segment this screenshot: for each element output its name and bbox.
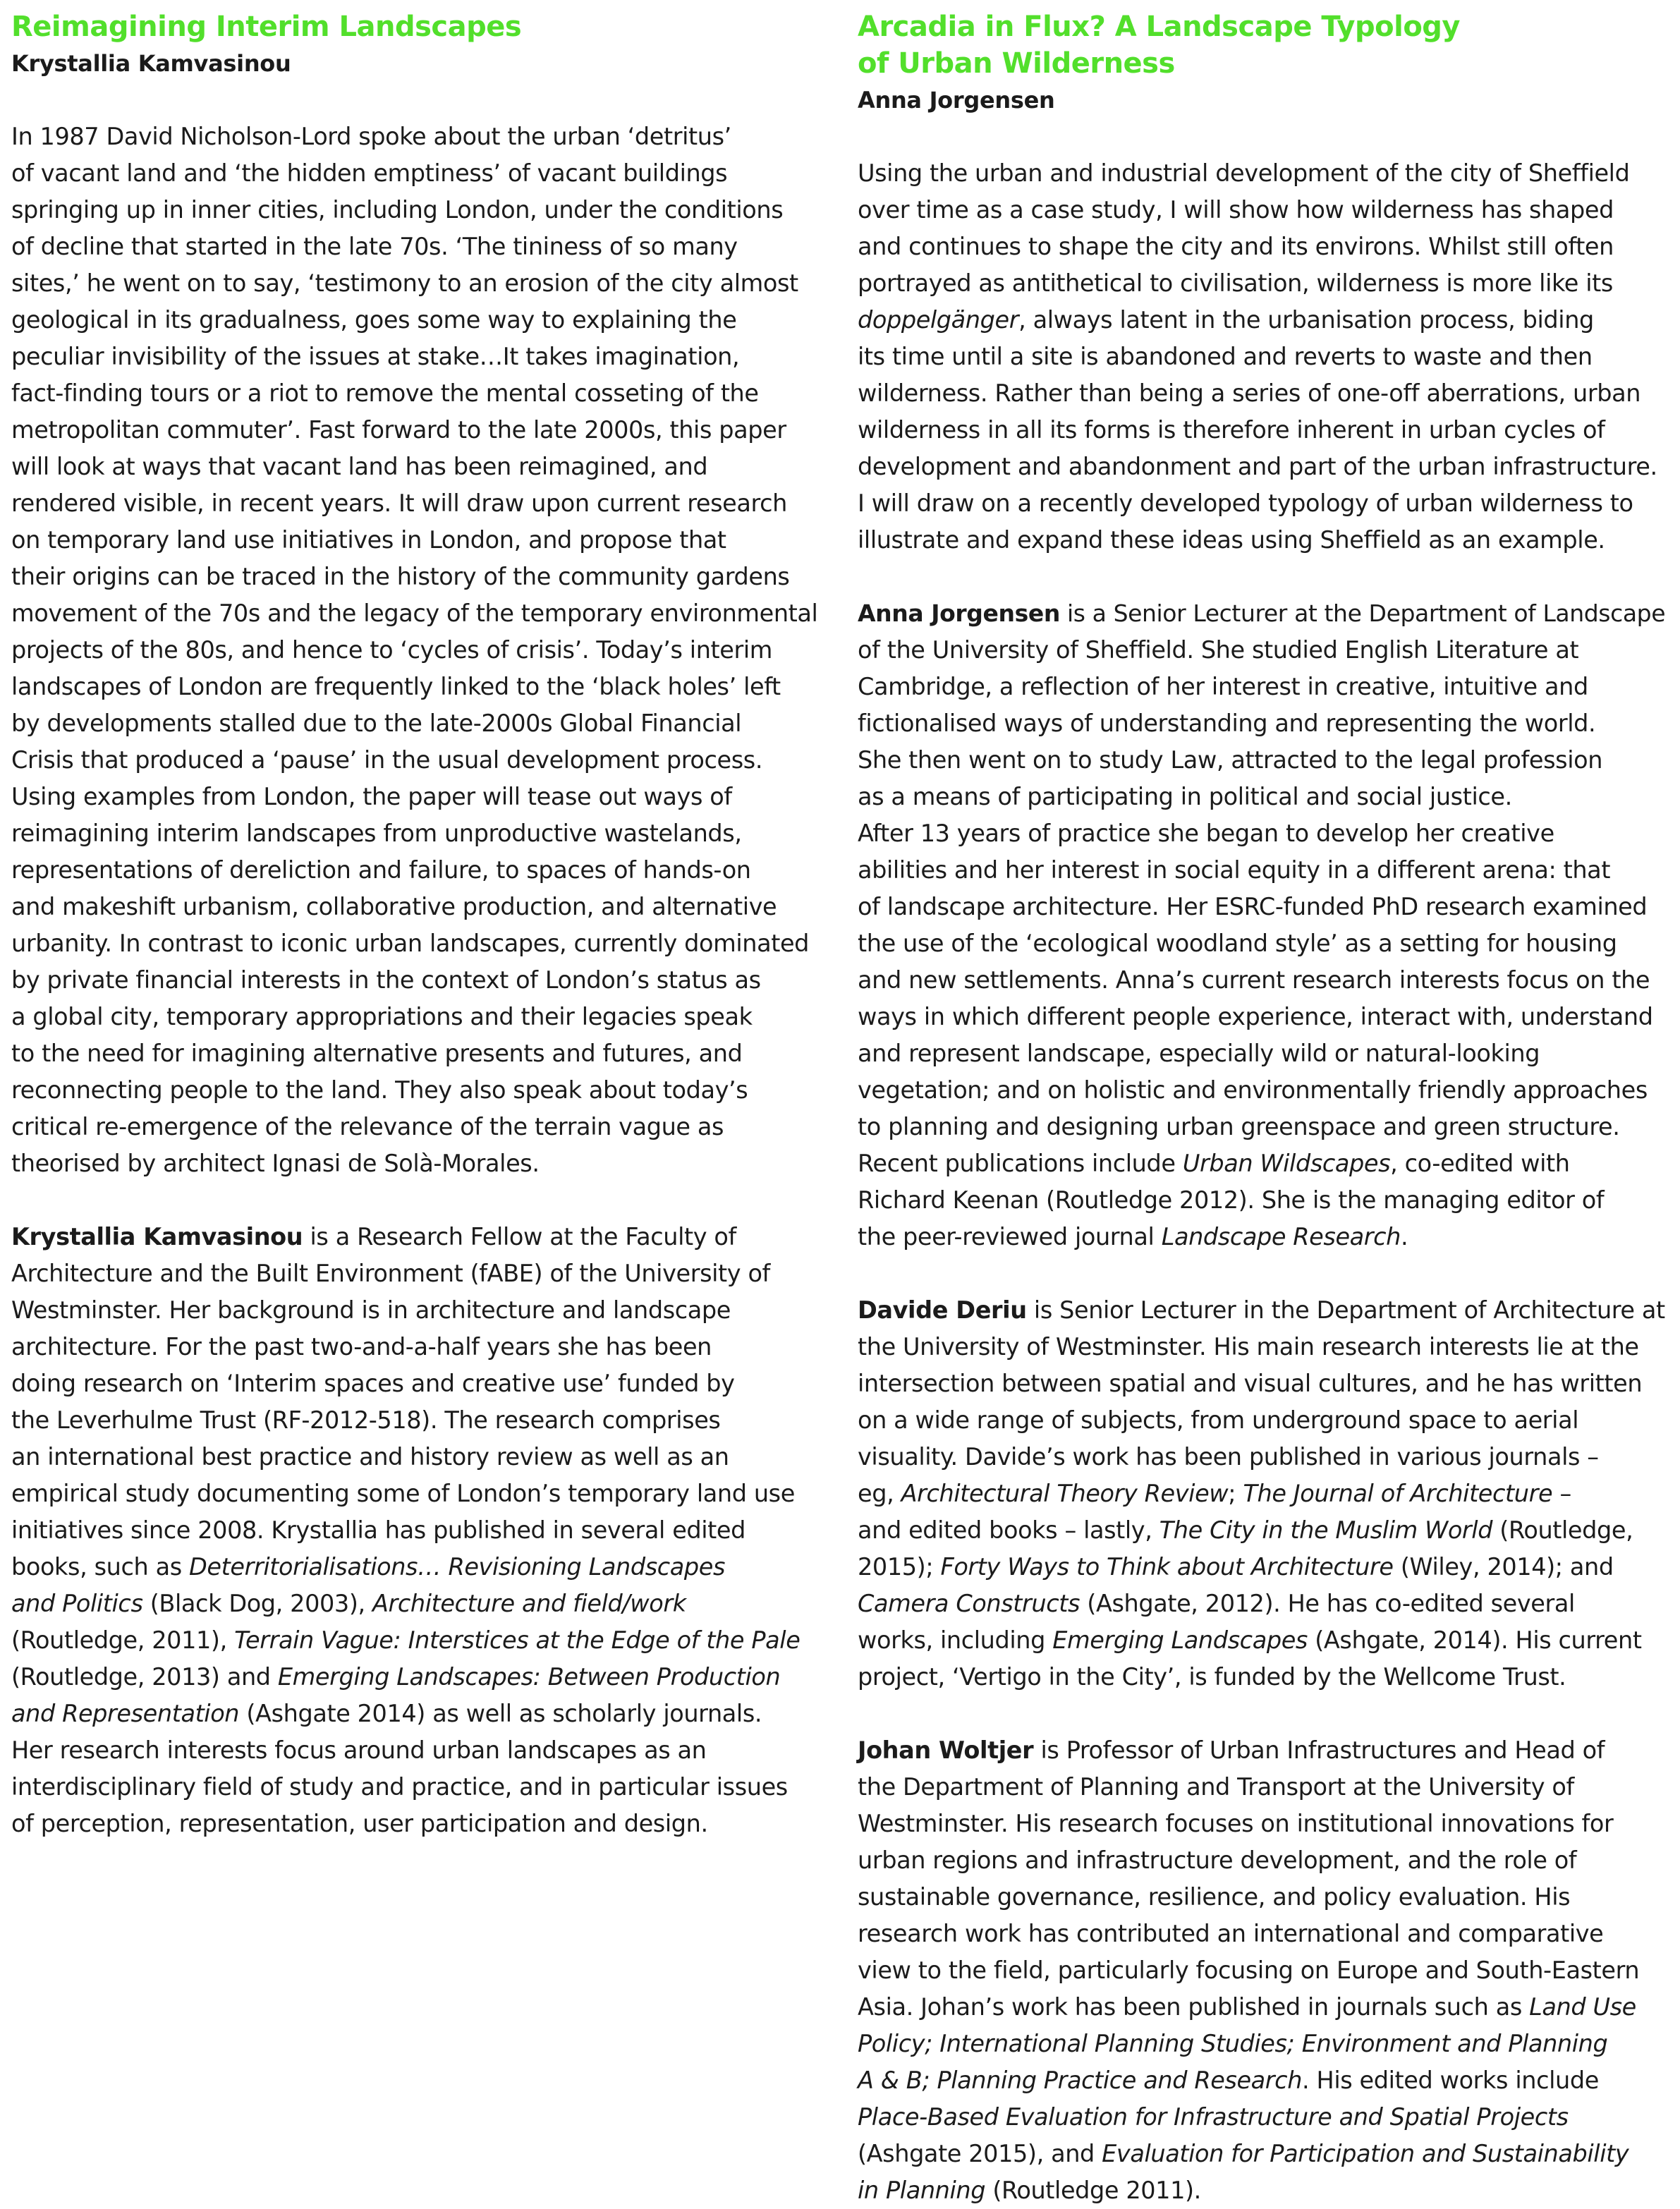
text-line (858, 779, 1676, 815)
text-segment: fictionalised ways of understanding and representing the world. (858, 710, 1596, 737)
text-line: Using examples from London, the paper will tease out ways of (11, 783, 732, 810)
text-line: peculiar invisibility of the issues at stake…It takes imagination, (11, 343, 740, 370)
text-line: to the need for imagining alternative presents and futures, and (11, 1040, 743, 1067)
text-segment: . His edited works include (1302, 2067, 1599, 2094)
text-segment: of perception, representation, user participation and design. (11, 1810, 708, 1837)
text-segment: 2015); (858, 1553, 941, 1581)
text-segment: portrayed as antithetical to civilisation, wilderness is more like its (858, 269, 1613, 297)
text-segment: research work has contributed an international and comparative (858, 1920, 1604, 1947)
text-segment: wilderness in all its forms is therefore inherent in urban cycles of (858, 416, 1605, 444)
text-segment: Richard Keenan (Routledge 2012). She is the managing editor of (858, 1186, 1605, 1214)
text-line (858, 1989, 1676, 2026)
bio-name: Krystallia Kamvasinou (11, 1223, 303, 1250)
text-segment: development and abandonment and part of the urban infrastructure. (858, 453, 1657, 480)
text-line (858, 155, 1676, 192)
text-line (858, 1145, 1676, 1182)
text-line (858, 485, 1676, 522)
text-segment: doing research on ‘Interim spaces and creative use’ funded by (11, 1370, 735, 1397)
text-segment: Architecture and the Built Environment (fABE) of the University of (11, 1260, 770, 1287)
text-segment: is Professor of Urban Infrastructures and Head of (1033, 1736, 1605, 1764)
text-line (858, 1806, 1676, 1842)
text-line (858, 265, 1676, 302)
text-line (858, 1035, 1676, 1072)
text-segment: and new settlements. Anna’s current research interests focus on the (858, 966, 1650, 994)
text-line: of decline that started in the late 70s. ‘The tininess of so many (11, 233, 738, 260)
spacer (858, 1696, 1676, 1732)
text-line: movement of the 70s and the legacy of the temporary environmental (11, 600, 818, 627)
text-line: sites,’ he went on to say, ‘testimony to an erosion of the city almost (11, 269, 798, 297)
text-line (11, 1659, 822, 1696)
right-title-line: Arcadia in Flux? A Landscape Typology (858, 11, 1460, 43)
text-segment: sustainable governance, resilience, and policy evaluation. His (858, 1883, 1571, 1911)
text-segment: intersection between spatial and visual cultures, and he has written (858, 1370, 1643, 1397)
text-line (11, 1255, 822, 1292)
text-line (11, 1769, 822, 1806)
text-line: metropolitan commuter’. Fast forward to the late 2000s, this paper (11, 416, 786, 444)
text-line: geological in its gradualness, goes some way to explaining the (11, 306, 737, 334)
text-segment: project, ‘Vertigo in the City’, is funded by the Wellcome Trust. (858, 1663, 1566, 1691)
text-line (858, 705, 1676, 742)
text-line (11, 1439, 822, 1475)
text-line: reconnecting people to the land. They also speak about today’s (11, 1076, 748, 1104)
text-segment: urban regions and infrastructure development, and the role of (858, 1846, 1577, 1874)
text-line (858, 1659, 1676, 1696)
text-line (858, 925, 1676, 962)
text-segment: (Routledge, 2013) and (11, 1663, 278, 1691)
text-line (858, 2172, 1676, 2209)
text-line: theorised by architect Ignasi de Solà-Morales. (11, 1150, 540, 1177)
text-segment: (Ashgate, 2012). He has co-edited several (1080, 1590, 1575, 1617)
text-line: by private financial interests in the context of London’s status as (11, 966, 761, 994)
text-segment: is Senior Lecturer in the Department of Architecture at (1026, 1296, 1665, 1324)
italic-title: Deterritorialisations… Revisioning Landscapes (189, 1553, 726, 1581)
text-segment: (Wiley, 2014); and (1393, 1553, 1614, 1581)
text-line: by developments stalled due to the late-2000s Global Financial (11, 710, 742, 737)
italic-title: Land Use (1529, 1993, 1636, 2021)
text-line (858, 962, 1676, 999)
text-line (858, 302, 1676, 339)
text-segment: of the University of Sheffield. She studied English Literature at (858, 636, 1579, 664)
text-segment: and edited books – lastly, (858, 1516, 1159, 1544)
text-segment: She then went on to study Law, attracted to the legal profession (858, 746, 1603, 774)
text-line (858, 595, 1676, 632)
text-segment: , co-edited with (1390, 1150, 1570, 1177)
italic-title: Forty Ways to Think about Architecture (940, 1553, 1394, 1581)
text-segment: on a wide range of subjects, from underground space to aerial (858, 1406, 1579, 1434)
text-segment: the Department of Planning and Transport at the University of (858, 1773, 1574, 1801)
spacer (858, 1255, 1676, 1292)
text-line (858, 522, 1676, 559)
text-line: their origins can be traced in the history of the community gardens (11, 563, 790, 590)
text-line (858, 2062, 1676, 2099)
spacer (11, 1182, 822, 1219)
text-line (11, 1365, 822, 1402)
text-segment: over time as a case study, I will show how wilderness has shaped (858, 196, 1614, 224)
text-line: reimagining interim landscapes from unproductive wastelands, (11, 820, 742, 847)
text-segment: Cambridge, a reflection of her interest in creative, intuitive and (858, 673, 1588, 700)
text-segment: visuality. Davide’s work has been published in various journals – (858, 1443, 1599, 1471)
text-segment: ways in which different people experience, interact with, understand (858, 1003, 1653, 1030)
text-line (858, 1219, 1676, 1255)
text-segment: the Leverhulme Trust (RF-2012-518). The research comprises (11, 1406, 721, 1434)
bio-name: Johan Woltjer (858, 1736, 1034, 1764)
text-line (858, 1512, 1676, 1549)
text-line (858, 339, 1676, 375)
italic-title: Architectural Theory Review (901, 1480, 1229, 1507)
text-segment: empirical study documenting some of London’s temporary land use (11, 1480, 795, 1507)
text-line (858, 1842, 1676, 1879)
right-title-line: of Urban Wilderness (858, 47, 1175, 80)
italic-title: The Journal of Architecture (1243, 1480, 1553, 1507)
spacer (858, 559, 1676, 595)
italic-title: and Representation (11, 1700, 240, 1727)
text-segment: of landscape architecture. Her ESRC-funded PhD research examined (858, 893, 1648, 920)
text-line: Crisis that produced a ‘pause’ in the usual development process. (11, 746, 763, 774)
left-paper-author: Krystallia Kamvasinou (11, 50, 291, 77)
text-line: rendered visible, in recent years. It will draw upon current research (11, 489, 787, 517)
text-segment: (Ashgate 2015), and (858, 2140, 1102, 2167)
text-segment: (Routledge, (1492, 1516, 1633, 1544)
text-segment: abilities and her interest in social equity in a different arena: that (858, 856, 1611, 884)
text-segment: ; (1228, 1480, 1243, 1507)
text-segment: the use of the ‘ecological woodland style’ as a setting for housing (858, 930, 1617, 957)
text-segment: interdisciplinary field of study and practice, and in particular issues (11, 1773, 788, 1801)
italic-title: Place-Based Evaluation for Infrastructure and Spatial Projects (858, 2103, 1569, 2131)
left-paper-title: Reimagining Interim Landscapes (11, 11, 522, 43)
italic-title: in Planning (858, 2177, 986, 2204)
text-line (11, 1219, 822, 1255)
italic-title: Emerging Landscapes (1052, 1626, 1308, 1654)
text-segment: vegetation; and on holistic and environmentally friendly approaches (858, 1076, 1648, 1104)
text-line (858, 449, 1676, 485)
text-line (858, 1769, 1676, 1806)
text-line (11, 1586, 822, 1622)
right-column (858, 8, 1676, 2209)
bio-name: Anna Jorgensen (858, 600, 1060, 627)
text-line: a global city, temporary appropriations and their legacies speak (11, 1003, 753, 1030)
text-segment: Her research interests focus around urban landscapes as an (11, 1736, 707, 1764)
text-line: urbanity. In contrast to iconic urban landscapes, currently dominated (11, 930, 810, 957)
text-line: projects of the 80s, and hence to ‘cycles of crisis’. Today’s interim (11, 636, 772, 664)
text-segment: to planning and designing urban greenspace and green structure. (858, 1113, 1620, 1140)
text-segment: I will draw on a recently developed typology of urban wilderness to (858, 489, 1633, 517)
text-segment: architecture. For the past two-and-a-half years she has been (11, 1333, 712, 1361)
text-line (858, 1879, 1676, 1916)
text-line: In 1987 David Nicholson-Lord spoke about the urban ‘detritus’ (11, 123, 731, 150)
text-line (11, 1622, 822, 1659)
text-line (11, 1329, 822, 1365)
text-line (858, 1402, 1676, 1439)
text-segment: and represent landscape, especially wild or natural-looking (858, 1040, 1540, 1067)
italic-title: doppelgänger (858, 306, 1019, 334)
text-line: of vacant land and ‘the hidden emptiness’ of vacant buildings (11, 159, 728, 187)
text-line (858, 412, 1676, 449)
text-line (858, 889, 1676, 925)
italic-title: A & B; Planning Practice and Research (858, 2067, 1303, 2094)
text-line (858, 2099, 1676, 2136)
text-line: landscapes of London are frequently linked to the ‘black holes’ left (11, 673, 781, 700)
text-segment: an international best practice and history review as well as an (11, 1443, 729, 1471)
text-line (11, 1732, 822, 1769)
text-line (858, 1952, 1676, 1989)
bio-name: Davide Deriu (858, 1296, 1027, 1324)
left-bio-kamvasinou (11, 1219, 822, 1842)
bio-deriu (858, 1292, 1676, 1696)
text-segment: After 13 years of practice she began to develop her creative (858, 820, 1554, 847)
text-segment: (Black Dog, 2003), (142, 1590, 372, 1617)
text-line: critical re-emergence of the relevance of the terrain vague as (11, 1113, 724, 1140)
text-line (858, 192, 1676, 229)
text-line (858, 229, 1676, 265)
text-segment: is a Senior Lecturer at the Department of Landscape (1059, 600, 1666, 627)
text-line: on temporary land use initiatives in London, and propose that (11, 526, 726, 554)
left-abstract (11, 118, 822, 1182)
text-segment: the peer-reviewed journal (858, 1223, 1162, 1250)
text-line (858, 1732, 1676, 1769)
text-line (858, 669, 1676, 705)
spacer (858, 118, 1676, 155)
text-segment: Westminster. His research focuses on institutional innovations for (858, 1810, 1614, 1837)
italic-title: Evaluation for Participation and Sustainability (1102, 2140, 1629, 2167)
text-segment: and continues to shape the city and its environs. Whilst still often (858, 233, 1614, 260)
right-paper-author: Anna Jorgensen (858, 87, 1055, 114)
bio-jorgensen (858, 595, 1676, 1255)
text-line (11, 1402, 822, 1439)
text-line (858, 999, 1676, 1035)
bio-woltjer (858, 1732, 1676, 2209)
text-line (858, 1072, 1676, 1109)
text-line (858, 815, 1676, 852)
text-line (858, 2136, 1676, 2172)
text-line (11, 1806, 822, 1842)
text-line (858, 1549, 1676, 1586)
text-segment: the University of Westminster. His main research interests lie at the (858, 1333, 1639, 1361)
right-paper-title (858, 8, 1676, 82)
text-segment: Using the urban and industrial development of the city of Sheffield (858, 159, 1630, 187)
text-line (858, 1182, 1676, 1219)
text-segment: initiatives since 2008. Krystallia has published in several edited (11, 1516, 745, 1544)
text-line (11, 1549, 822, 1586)
text-line (858, 1475, 1676, 1512)
italic-title: Policy; International Planning Studies; Environment and Planning (858, 2030, 1608, 2057)
italic-title: Urban Wildscapes (1182, 1150, 1391, 1177)
text-segment: (Routledge, 2011), (11, 1626, 235, 1654)
right-abstract (858, 155, 1676, 559)
text-segment: works, including (858, 1626, 1053, 1654)
italic-title: Emerging Landscapes: Between Production (277, 1663, 781, 1691)
italic-title: Camera Constructs (858, 1590, 1081, 1617)
text-segment: (Ashgate, 2014). His current (1307, 1626, 1642, 1654)
text-segment: Asia. Johan’s work has been published in journals such as (858, 1993, 1530, 2021)
text-segment: . (1401, 1223, 1408, 1250)
text-line (858, 852, 1676, 889)
text-segment: illustrate and expand these ideas using Sheffield as an example. (858, 526, 1605, 554)
text-segment: eg, (858, 1480, 901, 1507)
text-segment: , always latent in the urbanisation process, biding (1018, 306, 1594, 334)
text-line (858, 1622, 1676, 1659)
text-segment: Recent publications include (858, 1150, 1183, 1177)
text-line: representations of dereliction and failure, to spaces of hands-on (11, 856, 751, 884)
text-segment: as a means of participating in political and social justice. (858, 783, 1512, 810)
text-line (11, 1475, 822, 1512)
text-line: fact-finding tours or a riot to remove the mental cosseting of the (11, 379, 759, 407)
text-line (858, 1439, 1676, 1475)
text-line (858, 742, 1676, 779)
text-segment: (Routledge 2011). (985, 2177, 1201, 2204)
text-line (11, 1512, 822, 1549)
italic-title: and Politics (11, 1590, 143, 1617)
text-segment: (Ashgate 2014) as well as scholarly journals. (239, 1700, 762, 1727)
spacer (11, 82, 822, 118)
text-line: and makeshift urbanism, collaborative production, and alternative (11, 893, 777, 920)
italic-title: Architecture and field/work (372, 1590, 686, 1617)
text-line (11, 1292, 822, 1329)
text-segment: books, such as (11, 1553, 190, 1581)
text-line (858, 1365, 1676, 1402)
text-line (11, 1696, 822, 1732)
text-segment: Westminster. Her background is in architecture and landscape (11, 1296, 731, 1324)
text-line (858, 1109, 1676, 1145)
text-line (858, 375, 1676, 412)
italic-title: The City in the Muslim World (1159, 1516, 1493, 1544)
text-line (858, 632, 1676, 669)
text-segment: – (1552, 1480, 1571, 1507)
text-line: will look at ways that vacant land has been reimagined, and (11, 453, 708, 480)
text-segment: wilderness. Rather than being a series of one-off aberrations, urban (858, 379, 1641, 407)
text-line (858, 1292, 1676, 1329)
italic-title: Terrain Vague: Interstices at the Edge of the Pale (234, 1626, 801, 1654)
text-segment: view to the field, particularly focusing on Europe and South-Eastern (858, 1957, 1640, 1984)
text-line (858, 1586, 1676, 1622)
text-segment: its time until a site is abandoned and reverts to waste and then (858, 343, 1593, 370)
italic-title: Landscape Research (1161, 1223, 1401, 1250)
text-line (858, 2026, 1676, 2062)
text-line (858, 1916, 1676, 1952)
text-line (858, 1329, 1676, 1365)
text-line: springing up in inner cities, including London, under the conditions (11, 196, 784, 224)
text-segment: is a Research Fellow at the Faculty of (303, 1223, 736, 1250)
left-column (11, 8, 822, 1842)
